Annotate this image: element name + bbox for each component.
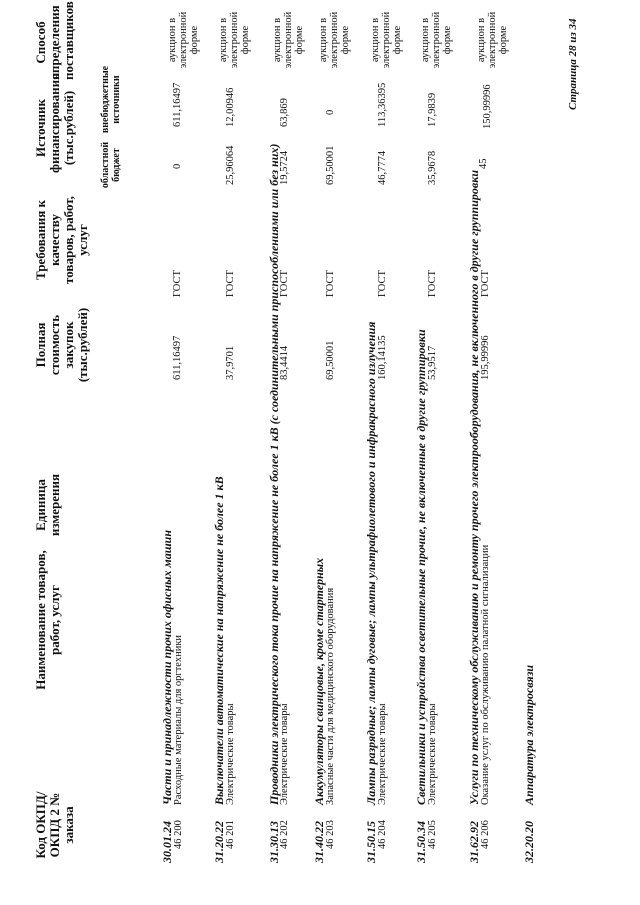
item-name: Расходные материалы для оргтехники <box>173 634 184 805</box>
item-req: ГОСТ <box>427 270 438 297</box>
group-title: Части и принадлежности прочих офисных машин <box>160 529 174 805</box>
item-extra: 611,16497 <box>172 82 183 127</box>
group-code: 32.20.20 <box>522 821 536 863</box>
header-method: Способ определения поставщиков <box>33 1 76 80</box>
item-regional: 0 <box>172 163 183 169</box>
group-title: Аккумуляторы свинцовые, кроме стартерных <box>312 557 326 805</box>
item-method: аукцион в электронной форме <box>370 11 403 69</box>
item-extra: 113,36395 <box>377 82 388 127</box>
header-requirements: Требования к качеству товаров, работ, услуг <box>33 196 90 284</box>
item-total: 37,9701 <box>225 345 236 380</box>
item-req: ГОСТ <box>225 270 236 297</box>
group-title: Лампы разрядные; лампы дуговые; лампы ультрафиолетового и инфракрасного излучения <box>364 321 378 805</box>
group-code: 31.30.13 <box>267 821 281 863</box>
item-regional: 46,7774 <box>377 150 388 185</box>
group-title: Услуги по техническому обслуживанию и ремонту прочего электрооборудования, не включенного в другие группировки <box>467 169 481 805</box>
item-method: аукцион в электронной форме <box>420 11 453 69</box>
item-name: Электрические товары <box>427 703 438 805</box>
group-title: Проводники электрического тока прочие на напряжение не более 1 кВ (с соединительными приспособлениями или без них) <box>267 143 281 805</box>
item-total: 83,4414 <box>279 345 290 380</box>
header-name: Наименование товаров, работ, услуг <box>33 550 62 690</box>
group-title: Светильники и устройства осветительные прочие, не включенные в другие группировки <box>414 329 428 805</box>
header-source: Источник финансирования (тыс.рублей) <box>33 72 76 173</box>
group-title: Аппаратура электросвязи <box>522 664 536 805</box>
item-req: ГОСТ <box>279 270 290 297</box>
order-number: 46 201 <box>225 820 236 849</box>
order-number: 46 200 <box>173 820 184 849</box>
item-method: аукцион в электронной форме <box>272 11 305 69</box>
item-regional: 19,5724 <box>279 150 290 185</box>
item-regional: 35,9678 <box>427 150 438 185</box>
item-regional: 69,50001 <box>325 145 336 185</box>
item-req: ГОСТ <box>172 270 183 297</box>
group-code: 30.01.24 <box>160 821 174 863</box>
header-total: Полная стоимость закупок (тыс.рублей) <box>33 307 90 383</box>
order-number: 46 203 <box>325 820 336 849</box>
item-regional: 45 <box>478 158 489 169</box>
item-req: ГОСТ <box>325 270 336 297</box>
item-total: 53,9517 <box>427 345 438 380</box>
group-code: 31.40.22 <box>312 821 326 863</box>
item-total: 69,50001 <box>325 340 336 380</box>
item-total: 611,16497 <box>172 335 183 380</box>
order-number: 46 206 <box>480 820 491 849</box>
item-req: ГОСТ <box>480 270 491 297</box>
item-total: 195,99996 <box>480 335 491 380</box>
item-total: 160,14135 <box>377 335 388 380</box>
item-name: Электрические товары <box>225 703 236 805</box>
rotated-page <box>12 1 622 885</box>
item-name: Оказание услуг по обслуживанию палатной сигнализации <box>480 544 491 805</box>
order-number: 46 202 <box>279 820 290 849</box>
item-method: аукцион в электронной форме <box>167 11 200 69</box>
group-code: 31.50.15 <box>364 821 378 863</box>
order-number: 46 204 <box>377 820 388 849</box>
item-extra: 63,869 <box>279 98 290 127</box>
item-name: Запасные части для медицинского оборудования <box>325 587 336 805</box>
item-name: Электрические товары <box>279 703 290 805</box>
item-method: аукцион в электронной форме <box>218 11 251 69</box>
item-extra: 17,9839 <box>427 92 438 127</box>
item-name: Электрические товары <box>377 703 388 805</box>
item-req: ГОСТ <box>377 270 388 297</box>
header-code: Код ОКПД/ ОКПД 2 № заказа <box>33 791 76 859</box>
page-number: Страница 28 из 34 <box>567 18 579 110</box>
order-number: 46 205 <box>427 820 438 849</box>
item-extra: 12,00946 <box>225 87 236 127</box>
header-source-extra: внебюджетные источники <box>100 65 122 134</box>
group-title: Выключатели автоматические на напряжение не более 1 кВ <box>212 476 226 805</box>
item-extra: 0 <box>325 109 336 115</box>
item-method: аукцион в электронной форме <box>476 11 509 69</box>
item-method: аукцион в электронной форме <box>318 11 351 69</box>
group-code: 31.50.34 <box>414 821 428 863</box>
item-regional: 25,96064 <box>225 145 236 185</box>
header-unit: Единица измерения <box>33 473 62 537</box>
group-code: 31.62.92 <box>467 821 481 863</box>
header-source-regional: областной бюджет <box>100 141 122 189</box>
item-extra: 150,99996 <box>482 84 493 129</box>
group-code: 31.20.22 <box>212 821 226 863</box>
